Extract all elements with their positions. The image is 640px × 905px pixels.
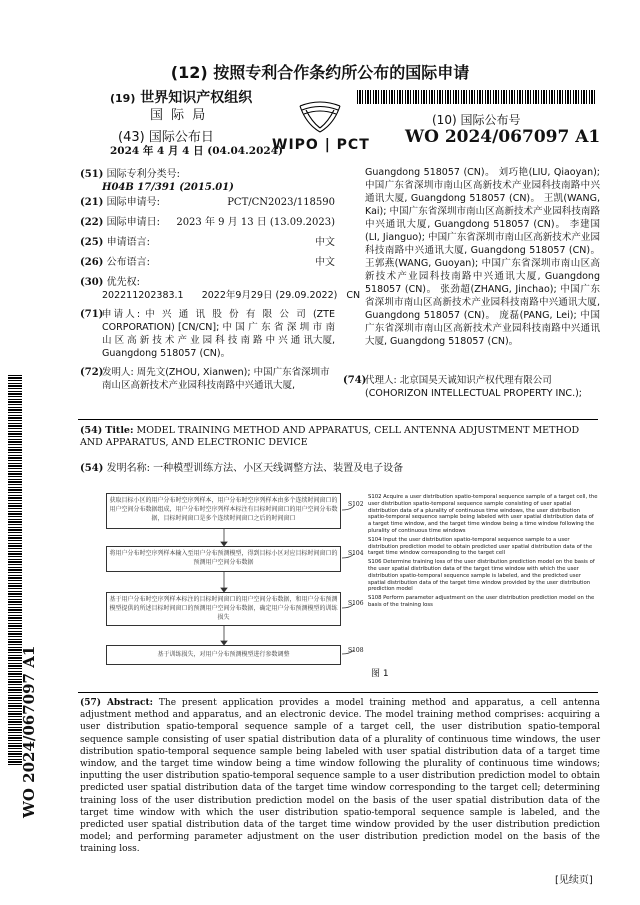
field-26-num: (26) — [80, 257, 104, 268]
field-51-num: (51) — [80, 169, 104, 180]
title-cn-label: 发明名称: — [106, 463, 150, 474]
barcode — [357, 90, 597, 104]
field-22 — [80, 216, 335, 236]
field-51-value: H04B 17/391 (2015.01) — [102, 182, 234, 193]
field-25-num: (25) — [80, 237, 104, 248]
title-en-num: (54) — [80, 425, 103, 436]
field-71-num: (71) — [80, 309, 104, 320]
divider-top — [78, 419, 598, 420]
field-72-num: (72) — [80, 367, 104, 378]
flow-label-s104: S104 — [348, 550, 364, 557]
side-pubno: WO 2024/067097 A1 — [20, 645, 38, 818]
field-74 — [343, 374, 603, 400]
org-sub: 国 际 局 — [150, 108, 208, 123]
flow-arrows — [100, 490, 370, 670]
field-22-label: 国际申请日: — [106, 217, 160, 228]
flow-box-s104: 将用户分布时空序列样本输入至用户分布预测模型，得到目标小区对应目标时间窗口的预测用户空间分布数据 — [106, 546, 341, 572]
field-30-label: 优先权: — [106, 277, 140, 288]
field-51-label: 国际专利分类号: — [106, 169, 180, 180]
field-22-num: (22) — [80, 217, 104, 228]
continued-note: [见续页] — [555, 875, 593, 886]
field-25 — [80, 236, 335, 256]
inventors-continued: Guangdong 518057 (CN)。 刘巧艳(LIU, Qiaoyan); 中国广东省深圳市南山区高新技术产业园科技南路中兴通讯大厦, Guangdong 518057 (CN)。 王凯(WANG, Kai); 中国广东省深圳市南山区高新技术产业园科技南路中兴通讯大厦, Guangdong 518057 (CN)。 李建国(LI, Jianguo); 中国广东省深圳市南山区高新技术产业园科技南路中兴通讯大厦, Guangdong 518057 (CN)。 王郭燕(WANG, Guoyan); 中国广东省深圳市南山区高新技术产业园科技南路中兴通讯大厦, Guangdong 518057 (CN)。 张劲超(ZHANG, Jinchao); 中国广东省深圳市南山区高新技术产业园科技南路中兴通讯大厦, Guangdong 518057 (CN)。 庞磊(PANG, Lei); 中国广东省深圳市南山区高新技术产业园科技南路中兴通讯大厦, Guangdong 518057 (CN)。 — [365, 167, 600, 347]
step-s108: S108 Perform parameter adjustment on the user distribution prediction model on the basis of the training loss — [368, 595, 595, 608]
field-21-value: PCT/CN2023/118590 — [227, 197, 335, 208]
title-cn-num: (54) — [80, 463, 104, 474]
field-21-label: 国际申请号: — [106, 197, 160, 208]
title-cn-value: 一种模型训练方法、小区天线调整方法、装置及电子设备 — [153, 463, 404, 474]
flow-box-s108: 基于训练损失，对用户分布预测模型进行参数调整 — [106, 645, 341, 665]
document-title: (12) 按照专利合作条约所公布的国际申请 — [170, 63, 470, 82]
title-en-label: Title: — [105, 425, 134, 436]
pubno-value: WO 2024/067097 A1 — [405, 127, 601, 147]
field-30-num: (30) — [80, 277, 104, 288]
flow-label-s106: S106 — [348, 600, 364, 607]
field-71-text: 申请人: 中 兴 通 讯 股 份 有 限 公 司 (ZTE CORPORATION) [CN/CN]; 中 国 广 东 省 深 圳 市 南 山 区 高 新 技 术 产 业 园 科 技 南 路 中 兴 通 讯大厦, Guangdong 518057 (CN)。 — [102, 309, 335, 359]
abstract-num: (57) — [80, 698, 102, 708]
field-72-text: 发明人: 周先文(ZHOU, Xianwen); 中国广东省深圳市南山区高新技术产业园科技南路中兴通讯大厦, — [102, 367, 330, 391]
step-s102: S102 Acquire a user distribution spatio-temporal sequence sample of a target cell, the user distribution spatio-temporal sequence sample consisting of user spatial distribution data of a plurality of continuous time windows, the user distribution spatio-temporal sequence sample being labeled with user spatial distribution data of a target time window, and the target time window being a time window following the plurality of continuous time windows — [368, 494, 598, 534]
figure-caption: 图 1 — [371, 669, 389, 679]
field-71 — [80, 308, 335, 366]
field-74-text: 代理人: 北京国昊天诚知识产权代理有限公司 (COHORIZON INTELLECTUAL PROPERTY INC.); — [365, 375, 582, 399]
title-en — [80, 425, 600, 449]
field-26-label: 公布语言: — [106, 257, 150, 268]
step-s106: S106 Determine training loss of the user distribution prediction model on the basis of the user spatial distribution data of the target time window with which the user distribution spatio-temporal sequence sample is labeled, and the predicted user spatial distribution data of the target time window provided by the user distribution prediction model — [368, 559, 595, 593]
abstract-label: Abstract: — [106, 698, 153, 708]
divider-abstract — [78, 692, 598, 693]
field-25-value: 中文 — [315, 237, 335, 248]
pubdate-label: (43) 国际公布日 — [118, 130, 214, 145]
field-22-value: 2023 年 9 月 13 日 (13.09.2023) — [176, 217, 335, 228]
pubno-label: (10) 国际公布号 — [432, 113, 521, 127]
field-72 — [80, 366, 335, 392]
figure-step-list — [368, 494, 598, 609]
org-name: 世界知识产权组织 — [140, 90, 253, 106]
field-26-value: 中文 — [315, 257, 335, 268]
field-51 — [80, 168, 335, 196]
flow-box-s102: 获取目标小区的用户分布时空序列样本，用户分布时空序列样本由多个连续时间窗口的用户空间分布数据组成，用户分布时空序列样本标注有目标时间窗口的用户空间分布数据，目标时间窗口是多个连续时间窗口之后的时间窗口 — [106, 493, 341, 529]
title-en-value: MODEL TRAINING METHOD AND APPARATUS, CELL ANTENNA ADJUSTMENT METHOD AND APPARATUS, AND ELECTRONIC DEVICE — [80, 425, 580, 448]
field-74-num: (74) — [343, 375, 367, 386]
flow-label-s108: S108 — [348, 647, 364, 654]
field-21-num: (21) — [80, 197, 104, 208]
abstract — [80, 697, 600, 856]
wipo-pct-text: WIPO | PCT — [272, 137, 370, 153]
abstract-text: The present application provides a model training method and apparatus, a cell antenna adjustment method and apparatus, and an electronic device. The model training method comprises: acquiring a user distribution spatio-temporal sequence sample of a target cell, the user distribution spatio-temporal sequence sample consisting of user spatial distribution data of a plurality of continuous time windows, the user distribution spatio-temporal sequence sample being labeled with user spatial distribution data of a target time window, and the target time window being a time window following the plurality of continuous time windows; inputting the user distribution spatio-temporal sequence sample to a user distribution prediction model to obtain predicted user spatial distribution data of the target time window corresponding to the target cell; determining training loss of the user distribution prediction model on the basis of the user spatial distribution data of the target time window with which the user distribution spatio-temporal sequence sample is labeled, and the predicted user spatial distribution data of the target time window provided by the user distribution prediction model; and performing parameter adjustment on the user distribution prediction model on the basis of the training loss. — [80, 698, 600, 855]
pubdate-value: 2024 年 4 月 4 日 (04.04.2024) — [110, 145, 283, 157]
step-s104: S104 Input the user distribution spatio-temporal sequence sample to a user distribution prediction model to obtain predicted user spatial distribution data of the target time window corresponding to the target cell — [368, 536, 593, 557]
field-26 — [80, 256, 335, 276]
field-30-value: 202211202383.1 2022年9月29日 (29.09.2022) CN — [102, 290, 361, 301]
field-30 — [80, 276, 361, 308]
title-cn — [80, 459, 600, 474]
field-21 — [80, 196, 335, 216]
flow-label-s102: S102 — [348, 501, 364, 508]
wipo-logo — [270, 100, 370, 140]
org-num: (19) — [110, 92, 136, 105]
flow-box-s106: 基于用户分布时空序列样本标注的目标时间窗口的用户空间分布数据，和用户分布预测模型提供的所述目标时间窗口的预测用户空间分布数据，确定用户分布预测模型的训练损失 — [106, 592, 341, 626]
field-25-label: 申请语言: — [106, 237, 150, 248]
